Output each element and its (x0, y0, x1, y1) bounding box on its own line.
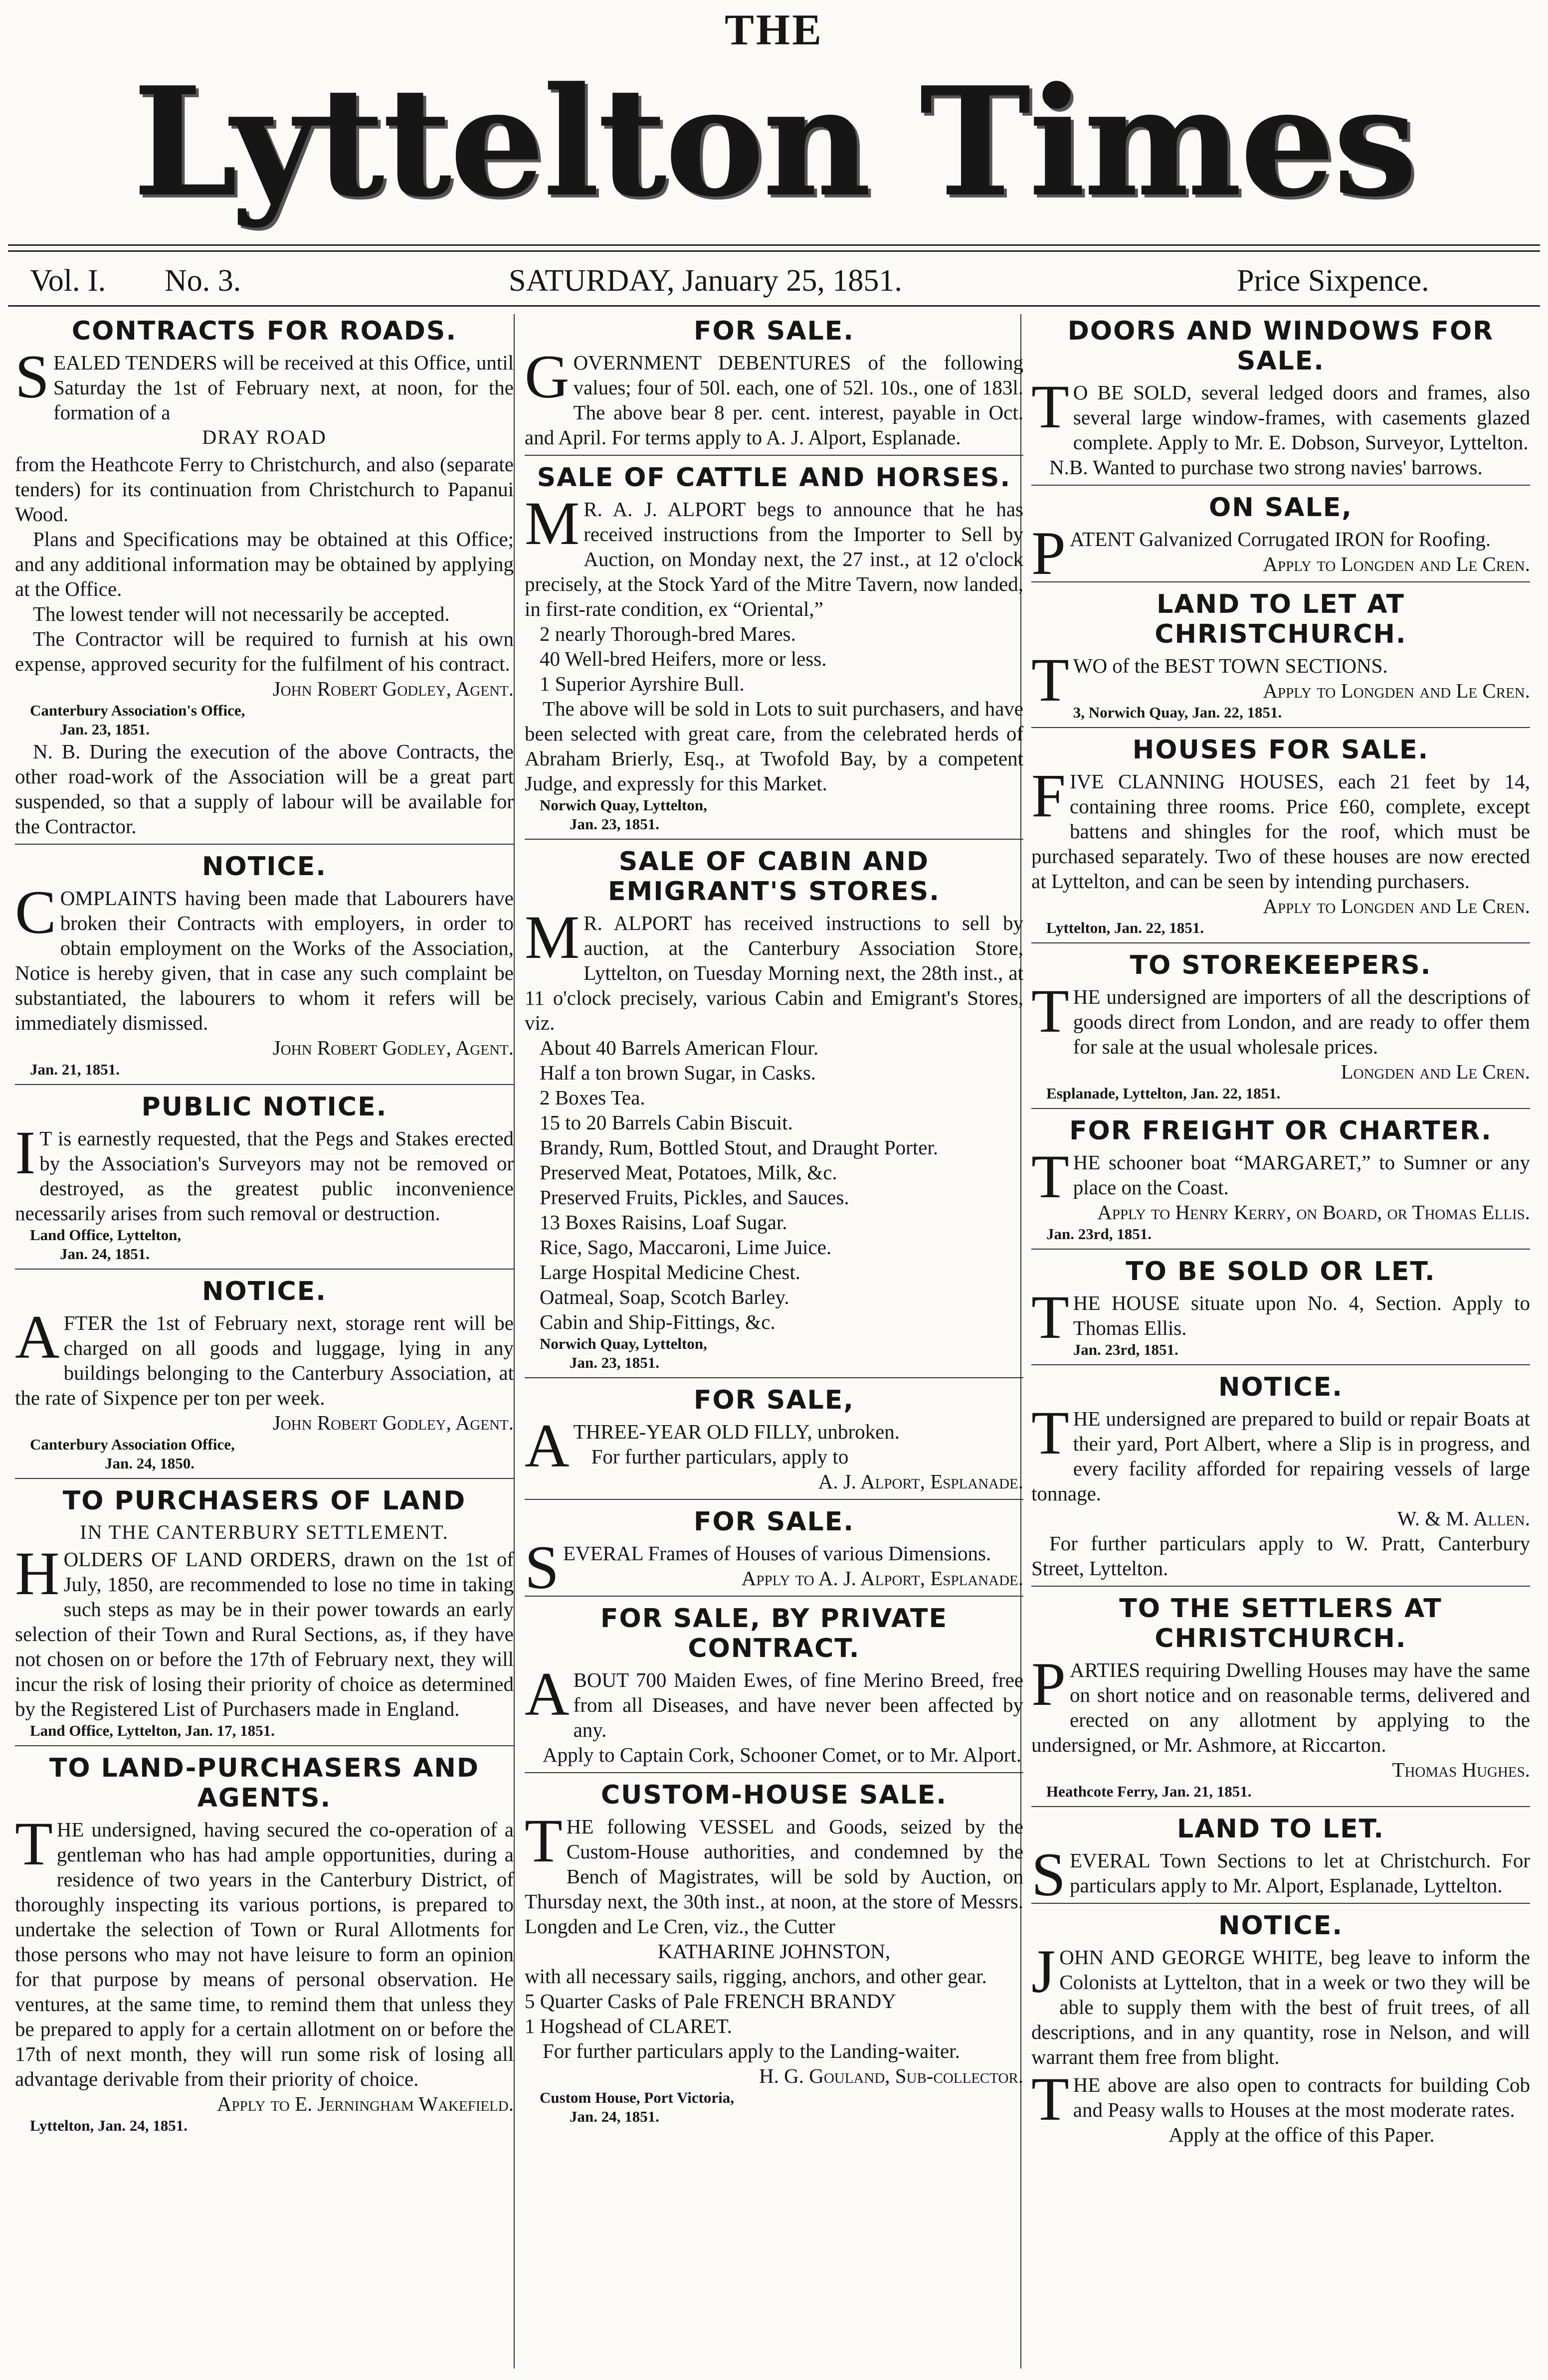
advert-cattle-horses (525, 463, 1023, 840)
advert-body: ATHREE-YEAR OLD FILLY, unbroken. (525, 1412, 900, 1480)
advert-date: Jan. 23rd, 1851. (1046, 1225, 1152, 1243)
advert-heading: SALE OF CATTLE AND HORSES. (537, 463, 1011, 493)
advert-land-purchasers-agents (15, 1753, 514, 2140)
advert-office: Land Office, Lyttelton, (30, 1226, 182, 1244)
advert-heading: PUBLIC NOTICE. (141, 1092, 387, 1122)
advert-date: Jan. 23, 1851. (570, 1354, 659, 1371)
advert-debentures (525, 316, 1023, 456)
advert-storekeepers (1031, 950, 1530, 1109)
advert-office: Canterbury Association Office, (30, 1436, 235, 1453)
advert-heading: FOR SALE. (694, 1507, 854, 1537)
advert-freight-charter (1031, 1116, 1530, 1250)
advert-text: For further particulars, apply to (591, 1445, 849, 1468)
advert-on-sale-iron (1031, 493, 1530, 587)
advert-text: N. B. During the execution of the above Contracts, the other road-work of the Association will be a great part suspended, so that a supply of labour will be available for the Contractor. (15, 740, 514, 838)
advert-office: Lyttelton, Jan. 22, 1851. (1046, 919, 1204, 936)
advert-signature: John Robert Godley, Agent. (272, 1411, 514, 1434)
advert-land-to-let-christchurch (1031, 589, 1530, 728)
advert-heading: NOTICE. (1218, 1372, 1343, 1402)
advert-office: Heathcote Ferry, Jan. 21, 1851. (1046, 1783, 1252, 1800)
advert-text: with all necessary sails, rigging, anchors, and other gear. (525, 1965, 987, 1988)
list-item: 15 to 20 Barrels Cabin Biscuit. (540, 1111, 793, 1134)
list-item: Cabin and Ship-Fittings, &c. (540, 1310, 775, 1333)
list-item: Brandy, Rum, Bottled Stout, and Draught Porter. (540, 1136, 939, 1159)
advert-heading: SALE OF CABIN AND EMIGRANT'S STORES. (608, 847, 940, 907)
advert-body: ABOUT 700 Maiden Ewes, of fine Merino Breed, free from all Diseases, and have never been affected by any. (525, 1660, 1023, 1741)
advert-date: Jan. 24, 1850. (105, 1455, 194, 1472)
advert-heading: DOORS AND WINDOWS FOR SALE. (1067, 316, 1494, 376)
advert-body: FIVE CLANNING HOUSES, each 21 feet by 14, containing three rooms. Price £60, complete, except battens and shingles for the roof, which must be purchased separately. Two of these houses are now erected at Lyttelton, and can be seen by intending purchasers. (1031, 761, 1530, 893)
advert-date: Lyttelton, Jan. 24, 1851. (30, 2117, 188, 2134)
list-item: 1 Hogshead of CLARET. (525, 2014, 733, 2037)
advert-date: Jan. 24, 1851. (570, 2108, 659, 2125)
advert-body: MR. A. J. ALPORT begs to announce that he has received instructions from the Importer to Sell by Auction, on Monday next, the 27 inst., at 12 o'clock precisely, at the Stock Yard of the Mitre Tavern, now landed, in first-rate condition, ex “Oriental,” (525, 489, 1023, 620)
advert-text: The above will be sold in Lots to suit purchasers, and have been selected with great care, from the celebrated herds of Abraham Brierly, Esq., at Twofold Bay, by a competent Judge, and expressly for this Market. (525, 697, 1023, 795)
advert-body: AFTER the 1st of February next, storage rent will be charged on all goods and luggage, lying in any buildings belonging to the Canterbury Association, at the rate of Sixpence per ton per week. (15, 1303, 514, 1409)
advert-body: PATENT Galvanized Corrugated IRON for Roofing. (1031, 519, 1491, 587)
advert-body: MR. ALPORT has received instructions to sell by auction, at the Canterbury Association Store, Lyttelton, on Tuesday Morning next, the 28th inst., at 11 o'clock precisely, various Cabin and Emigrant's Stores, viz. (525, 903, 1023, 1034)
advert-body: THE HOUSE situate upon No. 4, Section. Apply to Thomas Ellis. (1031, 1283, 1530, 1351)
list-item: About 40 Barrels American Flour. (540, 1036, 819, 1059)
advert-body: THE following VESSEL and Goods, seized by the Custom-House authorities, and condemned by the Bench of Magistrates, will be sold by Auction, on Thursday next, the 30th inst., at noon, at the store of Messrs. Longden and Le Cren, viz., the Cutter (525, 1807, 1023, 1938)
advert-contracts-for-roads (15, 316, 514, 845)
list-item: Oatmeal, Soap, Scotch Barley. (540, 1285, 789, 1308)
advert-notice-storage (15, 1277, 514, 1479)
list-item: 2 Boxes Tea. (540, 1086, 645, 1109)
advert-date: Jan. 23rd, 1851. (1073, 1341, 1178, 1358)
advert-body: GOVERNMENT DEBENTURES of the following values; four of 50l. each, one of 52l. 10s., one of 183l. The above bear 8 per. cent. interest, payable in Oct. and April. For terms apply to A. J. Alport, Esplanade. (525, 343, 1023, 449)
masthead-rule (8, 244, 1540, 246)
date-rule (8, 305, 1540, 307)
advert-text: Apply to Captain Cork, Schooner Comet, or to Mr. Alport. (543, 1743, 1022, 1766)
list-item: Large Hospital Medicine Chest. (540, 1261, 801, 1283)
advert-heading: TO STOREKEEPERS. (1130, 950, 1432, 980)
newspaper-title: Lyttelton Times (132, 54, 1416, 230)
advert-settlers-christchurch (1031, 1594, 1530, 1807)
advert-heading: NOTICE. (1218, 1911, 1343, 1941)
advert-office: Canterbury Association's Office, (30, 702, 245, 719)
advert-body: COMPLAINTS having been made that Labourers have broken their Contracts with employers, in order to obtain employment on the Works of the Association, Notice is hereby given, that in case any such complaint be substantiated, the labourers to whom it refers will be immediately dismissed. (15, 878, 514, 1034)
advert-heading: TO BE SOLD OR LET. (1126, 1257, 1436, 1286)
issue-bar (0, 259, 1548, 304)
advert-heading: LAND TO LET AT CHRISTCHURCH. (1155, 589, 1407, 649)
advert-heading: FOR SALE, BY PRIVATE CONTRACT. (600, 1604, 948, 1663)
advert-body: HOLDERS OF LAND ORDERS, drawn on the 1st of July, 1850, are recommended to lose no time in taking such steps as may be in their power towards an early selection of their Town and Rural Sections, as, if they have not chosen on or before the 17th of February next, they will incur the risk of losing their priority of choice as determined by the Registered List of Purchasers made in England. (15, 1539, 514, 1720)
advert-body: TO BE SOLD, several ledged doors and frames, also several large window-frames, with casements glazed complete. Apply to Mr. E. Dobson, Surveyor, Lyttelton. (1031, 372, 1530, 454)
advert-date: Jan. 23, 1851. (570, 815, 659, 833)
advert-notice-fruit-trees (1031, 1911, 1530, 2152)
advert-notice-complaints (15, 852, 514, 1085)
advert-text: For further particulars apply to the Landing-waiter. (543, 2039, 960, 2062)
advert-signature: Thomas Hughes. (1392, 1758, 1530, 1781)
advert-date: Jan. 21, 1851. (30, 1061, 120, 1078)
advert-signature: W. & M. Allen. (1397, 1507, 1530, 1530)
advert-body: SEVERAL Town Sections to let at Christchurch. For particulars apply to Mr. Alport, Esplanade, Lyttelton. (1031, 1840, 1530, 1909)
advert-subheading: IN THE CANTERBURY SETTLEMENT. (80, 1521, 449, 1543)
advert-signature: Apply to Henry Kerry, on Board, or Thomas Ellis. (1097, 1201, 1530, 1224)
advert-subheading: DRAY ROAD (202, 426, 327, 448)
advert-signature: Apply at the office of this Paper. (1168, 2123, 1435, 2146)
advert-office: Norwich Quay, Lyttelton, (540, 796, 707, 814)
vessel-name: KATHARINE JOHNSTON, (657, 1940, 891, 1963)
advert-office: 3, Norwich Quay, Jan. 22, 1851. (1073, 704, 1282, 721)
price: Price Sixpence. (1237, 264, 1429, 298)
column-1 (15, 314, 514, 2369)
volume: Vol. I. (30, 264, 106, 298)
advert-heading: FOR FREIGHT OR CHARTER. (1069, 1116, 1492, 1146)
advert-signature: Apply to E. Jerningham Wakefield. (216, 2092, 514, 2115)
advert-office: Custom House, Port Victoria, (540, 2089, 735, 2106)
advert-text: The Contractor will be required to furnish at his own expense, approved security for the fulfilment of his contract. (15, 627, 514, 675)
column-2 (525, 314, 1023, 2369)
advert-heading: HOUSES FOR SALE. (1132, 735, 1429, 765)
advert-body: PARTIES requiring Dwelling Houses may have the same on short notice and on reasonable terms, delivered and erected on any allotment by applying to the undersigned, or Mr. Ashmore, at Riccarton. (1031, 1650, 1530, 1756)
advert-house-frames (525, 1507, 1023, 1602)
advert-signature: H. G. Gouland, Sub-collector. (759, 2064, 1023, 2087)
advert-heading: TO THE SETTLERS AT CHRISTCHURCH. (1119, 1594, 1442, 1653)
advert-heading: ON SALE, (1209, 493, 1353, 523)
advert-notice-boats (1031, 1372, 1530, 1587)
advert-text: Plans and Specifications may be obtained at this Office; and any additional information may be obtained by applying at the Office. (15, 528, 514, 600)
advert-purchasers-of-land (15, 1486, 514, 1746)
advert-body: TWO of the BEST TOWN SECTIONS. (1031, 646, 1388, 714)
advert-text: from the Heathcote Ferry to Christchurch, and also (separate tenders) for its continuation from Christchurch to Papanui Wood. (15, 453, 514, 526)
advert-office: Esplanade, Lyttelton, Jan. 22, 1851. (1046, 1085, 1281, 1102)
advert-custom-house-sale (525, 1780, 1023, 2131)
list-item: 2 nearly Thorough-bred Mares. (540, 622, 796, 645)
advert-signature: Apply to Longden and Le Cren. (1263, 679, 1530, 702)
issue-number: No. 3. (165, 264, 241, 298)
advert-cabin-stores (525, 847, 1023, 1378)
advert-heading: TO PURCHASERS OF LAND (62, 1486, 466, 1516)
advert-heading: CUSTOM-HOUSE SALE. (601, 1780, 947, 1810)
advert-signature: Apply to A. J. Alport, Esplanade. (741, 1567, 1023, 1590)
advert-heading: FOR SALE, (694, 1385, 854, 1415)
advert-signature: A. J. Alport, Esplanade. (818, 1470, 1023, 1493)
advert-body: SEALED TENDERS will be received at this Office, until Saturday the 1st of February next, at noon, for the formation of a (15, 343, 514, 424)
masthead (0, 0, 1548, 239)
advert-heading: CONTRACTS FOR ROADS. (71, 316, 457, 346)
advert-public-notice (15, 1092, 514, 1270)
advert-body: THE undersigned are importers of all the descriptions of goods direct from London, and are ready to offer them for sale at the usual wholesale prices. (1031, 977, 1530, 1058)
advert-body: THE undersigned are prepared to build or repair Boats at their yard, Port Albert, where a Slip is in progress, and every facility afforded for repairing vessels of large tonnage. (1031, 1399, 1530, 1505)
list-item: 13 Boxes Raisins, Loaf Sugar. (540, 1211, 787, 1234)
advert-private-contract (525, 1604, 1023, 1773)
advert-signature: John Robert Godley, Agent. (272, 677, 514, 700)
stores-list (540, 1035, 1023, 1334)
advert-heading: NOTICE. (202, 1277, 327, 1306)
advert-body: THE above are also open to contracts for building Cob and Peasy walls to Houses at the most moderate rates. (1031, 2065, 1530, 2133)
advert-signature: Longden and Le Cren. (1341, 1060, 1530, 1083)
advert-filly (525, 1385, 1023, 1500)
advert-sold-or-let (1031, 1257, 1530, 1365)
list-item: Preserved Fruits, Pickles, and Sauces. (540, 1186, 849, 1209)
advert-heading: LAND TO LET. (1177, 1814, 1384, 1844)
advert-body: JOHN AND GEORGE WHITE, beg leave to inform the Colonists at Lyttelton, that in a week or two they will be able to supply them with the best of fruit trees, of all descriptions, and in any quantity, rose in Nelson, and will warrant them free from blight. (1031, 1937, 1530, 2068)
advert-signature: Apply to Longden and Le Cren. (1263, 552, 1530, 575)
advert-text: For further particulars apply to W. Pratt, Canterbury Street, Lyttelton. (1031, 1532, 1530, 1580)
list-item: 40 Well-bred Heifers, more or less. (540, 647, 827, 670)
column-3 (1031, 314, 1530, 2369)
list-item: Half a ton brown Sugar, in Casks. (540, 1061, 816, 1084)
column-divider (514, 314, 515, 2369)
advert-body: THE schooner boat “MARGARET,” to Sumner or any place on the Coast. (1031, 1142, 1530, 1211)
advert-body: SEVERAL Frames of Houses of various Dimensions. (525, 1533, 991, 1602)
advert-doors-windows (1031, 316, 1530, 486)
advert-date: Jan. 23, 1851. (60, 721, 150, 738)
masthead-rule-2 (8, 250, 1540, 252)
list-item: 5 Quarter Casks of Pale FRENCH BRANDY (525, 1990, 896, 2013)
list-item: Preserved Meat, Potatoes, Milk, &c. (540, 1161, 837, 1184)
advert-text: The lowest tender will not necessarily be accepted. (33, 602, 450, 625)
advert-body: THE undersigned, having secured the co-operation of a gentleman who has had ample opportunities, during a residence of two years in the Canterbury District, of thoroughly inspecting its various portions, is prepared to undertake the selection of Town or Rural Allotments for those persons who may not have leisure to form an opinion for that purpose by means of personal observation. He ventures, at the same time, to remind them that unless they be prepared to apply for a certain allotment on or before the 17th of next month, they will run some risk of losing all advantage derivable from their priority of choice. (15, 1810, 514, 2090)
advert-signature: John Robert Godley, Agent. (272, 1036, 514, 1059)
advert-date: Jan. 24, 1851. (60, 1245, 150, 1263)
masthead-the: THE (725, 6, 823, 54)
advert-houses-for-sale (1031, 735, 1530, 943)
advert-text: N.B. Wanted to purchase two strong navies' barrows. (1049, 456, 1483, 479)
advert-signature: Apply to Longden and Le Cren. (1263, 895, 1530, 917)
lot-list (540, 621, 1023, 696)
advert-land-to-let (1031, 1814, 1530, 1909)
advert-heading: NOTICE. (202, 852, 327, 882)
advert-office: Land Office, Lyttelton, Jan. 17, 1851. (30, 1722, 275, 1739)
advert-body: IT is earnestly requested, that the Pegs and Stakes erected by the Association's Surveyors may not be removed or destroyed, as the greatest public inconvenience necessarily arises from such removal or destruction. (15, 1118, 514, 1225)
advert-heading: TO LAND-PURCHASERS AND AGENTS. (49, 1753, 480, 1813)
list-item: Rice, Sago, Maccaroni, Lime Juice. (540, 1236, 832, 1259)
advert-office: Norwich Quay, Lyttelton, (540, 1335, 707, 1352)
list-item: 1 Superior Ayrshire Bull. (540, 672, 745, 695)
advert-heading: FOR SALE. (694, 316, 854, 346)
issue-date: SATURDAY, January 25, 1851. (509, 264, 902, 298)
